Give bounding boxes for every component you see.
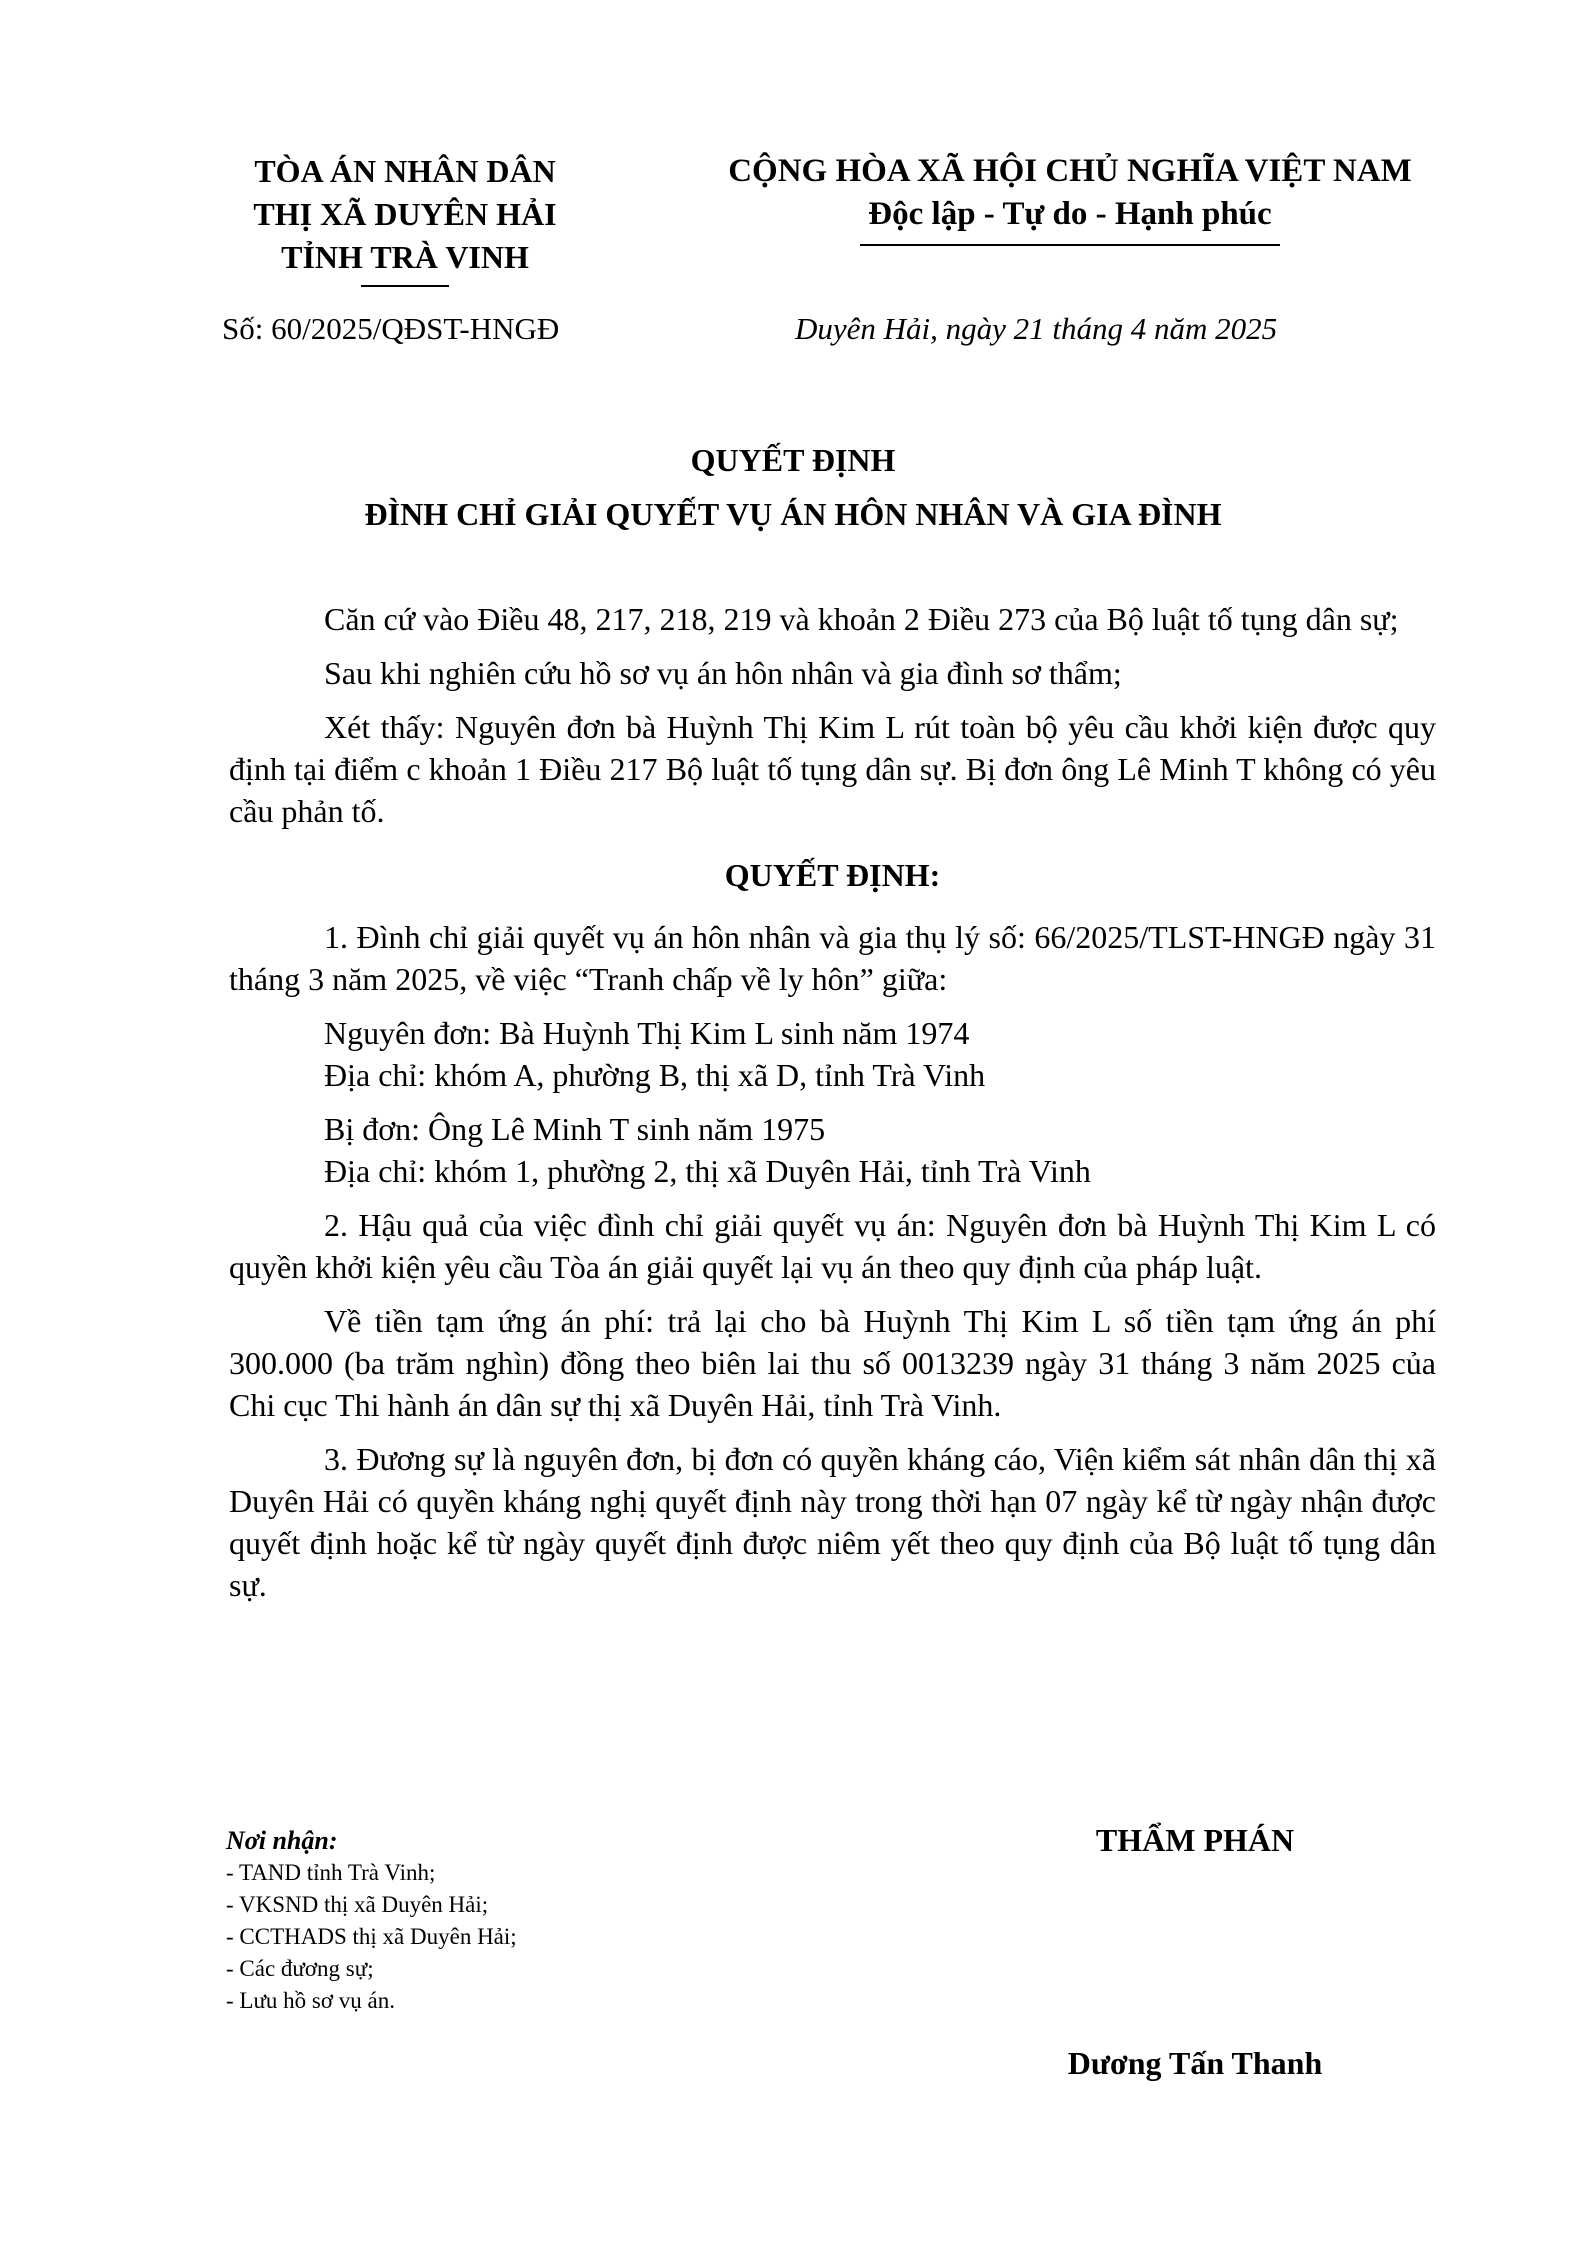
document-title: QUYẾT ĐỊNH [690, 442, 896, 478]
decision-item-2: 2. Hậu quả của việc đình chỉ giải quyết vụ án: Nguyên đơn bà Huỳnh Thị Kim L có quyền khởi kiện yêu cầu Tòa án giải quyết lại vụ án theo quy định của pháp luật. [229, 1207, 1436, 1285]
signer-title: THẨM PHÁN [1095, 1822, 1295, 1858]
national-title: CỘNG HÒA XÃ HỘI CHỦ NGHĨA VIỆT NAM [728, 153, 1412, 189]
document-number: Số: 60/2025/QĐST-HNGĐ [222, 311, 560, 346]
court-name-line-3: TỈNH TRÀ VINH [281, 239, 529, 275]
recipient-item: - Các đương sự; [226, 1956, 374, 1981]
decision-item-1: 1. Đình chỉ giải quyết vụ án hôn nhân và gia thụ lý số: 66/2025/TLST-HNGĐ ngày 31 tháng 3 năm 2025, về việc “Tranh chấp về ly hôn” giữa: [229, 919, 1436, 997]
document-subtitle: ĐÌNH CHỈ GIẢI QUYẾT VỤ ÁN HÔN NHÂN VÀ GIA ĐÌNH [364, 496, 1222, 532]
court-name-block [200, 150, 610, 287]
preamble-review: Sau khi nghiên cứu hồ sơ vụ án hôn nhân và gia đình sơ thẩm; [324, 655, 1122, 691]
place-date-line: Duyên Hải, ngày 21 tháng 4 năm 2025 [795, 311, 1278, 346]
national-motto: Độc lập - Tự do - Hạnh phúc [860, 193, 1279, 246]
recipient-item: - CCTHADS thị xã Duyên Hải; [226, 1924, 517, 1949]
recipients-heading: Nơi nhận: [226, 1826, 338, 1855]
court-name-divider [361, 285, 449, 287]
document-body [229, 598, 1436, 1606]
court-name-line-1: TÒA ÁN NHÂN DÂN [254, 153, 556, 189]
recipient-item: - VKSND thị xã Duyên Hải; [226, 1892, 489, 1917]
national-title-block [690, 150, 1450, 246]
plaintiff-address: Địa chỉ: khóm A, phường B, thị xã D, tỉnh Trà Vinh [324, 1057, 986, 1093]
decision-heading: QUYẾT ĐỊNH: [724, 857, 941, 893]
decision-item-3: 3. Đương sự là nguyên đơn, bị đơn có quyền kháng cáo, Viện kiểm sát nhân dân thị xã Duyên Hải có quyền kháng nghị quyết định này trong thời hạn 07 ngày kể từ ngày nhận được quyết định hoặc kể từ ngày quyết định được niêm yết theo quy định của Bộ luật tố tụng dân sự. [229, 1441, 1436, 1603]
fee-refund-paragraph: Về tiền tạm ứng án phí: trả lại cho bà Huỳnh Thị Kim L số tiền tạm ứng án phí 300.000 (ba trăm nghìn) đồng theo biên lai thu số 0013239 ngày 31 tháng 3 năm 2025 của Chi cục Thi hành án dân sự thị xã Duyên Hải, tỉnh Trà Vinh. [229, 1303, 1436, 1423]
preamble-legal-basis: Căn cứ vào Điều 48, 217, 218, 219 và khoản 2 Điều 273 của Bộ luật tố tụng dân sự; [324, 601, 1399, 637]
preamble-finding: Xét thấy: Nguyên đơn bà Huỳnh Thị Kim L rút toàn bộ yêu cầu khởi kiện được quy định tại điểm c khoản 1 Điều 217 Bộ luật tố tụng dân sự. Bị đơn ông Lê Minh T không có yêu cầu phản tố. [229, 709, 1436, 829]
signer-name: Dương Tấn Thanh [1067, 2045, 1323, 2081]
recipient-item: - TAND tỉnh Trà Vinh; [226, 1860, 436, 1885]
plaintiff-line: Nguyên đơn: Bà Huỳnh Thị Kim L sinh năm 1974 [324, 1015, 970, 1051]
defendant-line: Bị đơn: Ông Lê Minh T sinh năm 1975 [324, 1111, 826, 1147]
recipient-item: - Lưu hồ sơ vụ án. [226, 1988, 395, 2013]
defendant-address: Địa chỉ: khóm 1, phường 2, thị xã Duyên Hải, tỉnh Trà Vinh [324, 1153, 1091, 1189]
court-name-line-2: THỊ XÃ DUYÊN HẢI [253, 196, 557, 232]
recipients-block [226, 1825, 517, 2017]
